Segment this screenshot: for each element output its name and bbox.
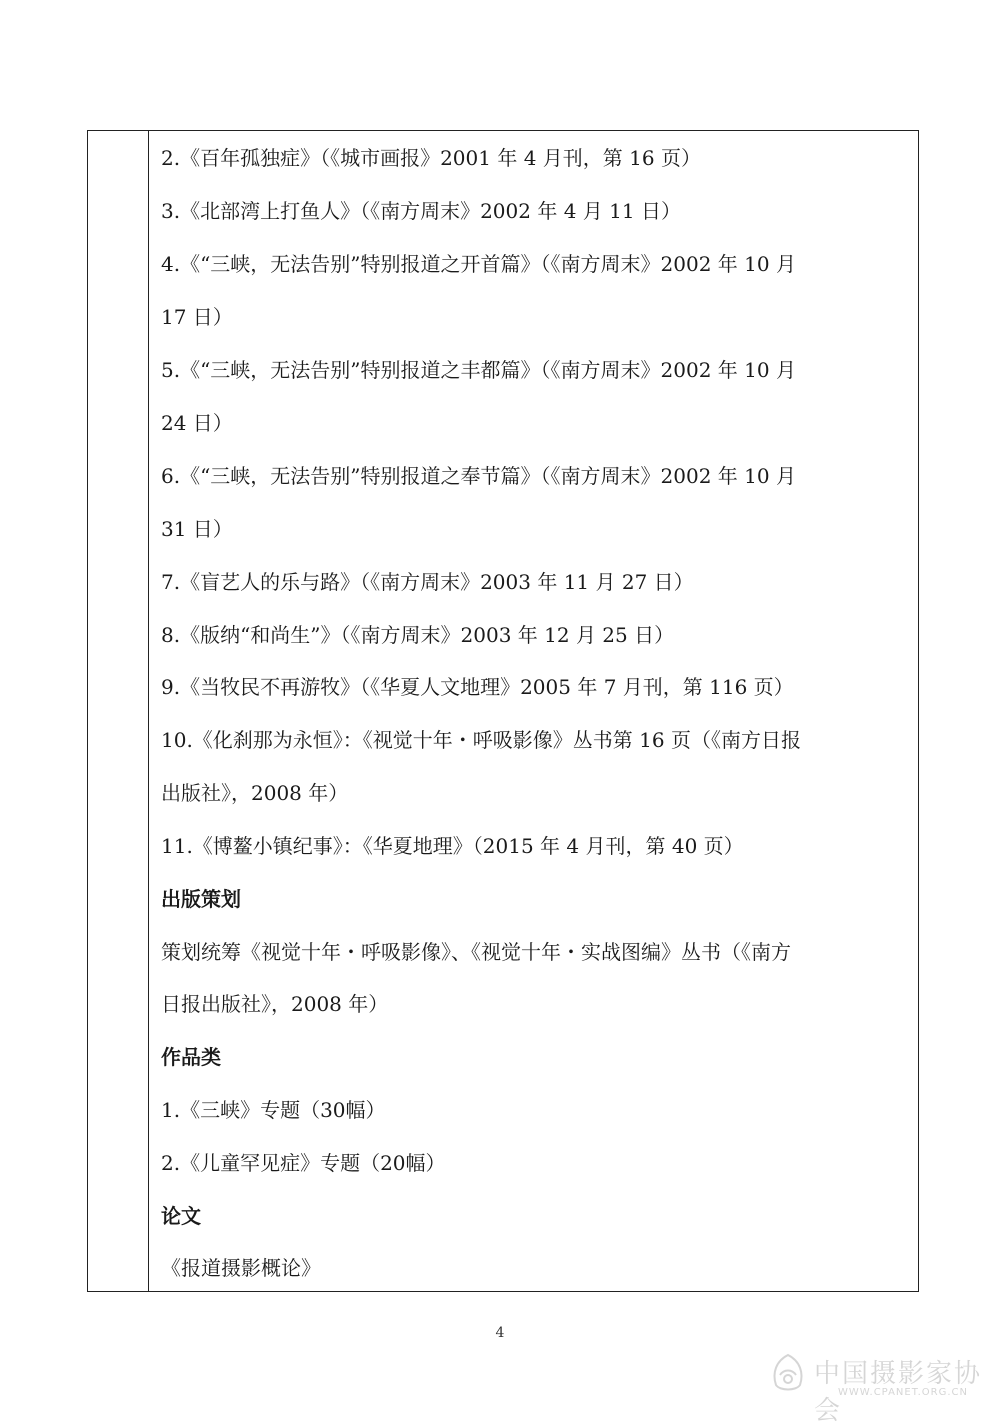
list-item-continuation: 出版社》，2008 年）	[161, 781, 349, 805]
list-item: 4.《“三峡，无法告别”特别报道之开首篇》（《南方周末》2002 年 10 月	[161, 252, 796, 276]
list-item: 5.《“三峡，无法告别”特别报道之丰都篇》（《南方周末》2002 年 10 月	[161, 358, 796, 382]
list-item-continuation: 24 日）	[161, 411, 233, 435]
works-line: 2.《儿童罕见症》专题（20幅）	[161, 1151, 446, 1175]
list-item: 2.《百年孤独症》（《城市画报》2001 年 4 月刊，第 16 页）	[161, 146, 701, 170]
record-table	[87, 130, 919, 1292]
list-item: 8.《版纳“和尚生”》（《南方周末》2003 年 12 月 25 日）	[161, 623, 675, 647]
list-item-continuation: 17 日）	[161, 305, 233, 329]
watermark-text: 中国摄影家协会	[814, 1359, 983, 1426]
publishing-line: 日报出版社》，2008 年）	[161, 992, 389, 1016]
table-label-column	[88, 131, 149, 1291]
watermark	[766, 1347, 986, 1426]
list-item: 9.《当牧民不再游牧》（《华夏人文地理》2005 年 7 月刊，第 116 页）	[161, 675, 794, 699]
list-item: 10.《化刹那为永恒》：《视觉十年・呼吸影像》丛书第 16 页（《南方日报	[161, 728, 801, 752]
works-line: 1.《三峡》专题（30幅）	[161, 1098, 386, 1122]
publishing-line: 策划统筹《视觉十年・呼吸影像》、《视觉十年・实战图编》丛书（《南方	[161, 940, 791, 964]
list-item: 3.《北部湾上打鱼人》（《南方周末》2002 年 4 月 11 日）	[161, 199, 681, 223]
section-heading-papers: 论文	[161, 1204, 201, 1228]
section-heading-publishing: 出版策划	[161, 887, 241, 911]
list-item: 7.《盲艺人的乐与路》（《南方周末》2003 年 11 月 27 日）	[161, 570, 694, 594]
page-number: 4	[495, 1325, 505, 1341]
watermark-url: WWW.CPANET.ORG.CN	[838, 1387, 969, 1398]
section-heading-works: 作品类	[161, 1045, 221, 1069]
association-logo-icon	[766, 1351, 810, 1395]
papers-line: 《报道摄影概论》	[161, 1256, 321, 1280]
list-item-continuation: 31 日）	[161, 517, 233, 541]
list-item: 6.《“三峡，无法告别”特别报道之奉节篇》（《南方周末》2002 年 10 月	[161, 464, 796, 488]
list-item: 11.《博鳌小镇纪事》：《华夏地理》（2015 年 4 月刊，第 40 页）	[161, 834, 744, 858]
